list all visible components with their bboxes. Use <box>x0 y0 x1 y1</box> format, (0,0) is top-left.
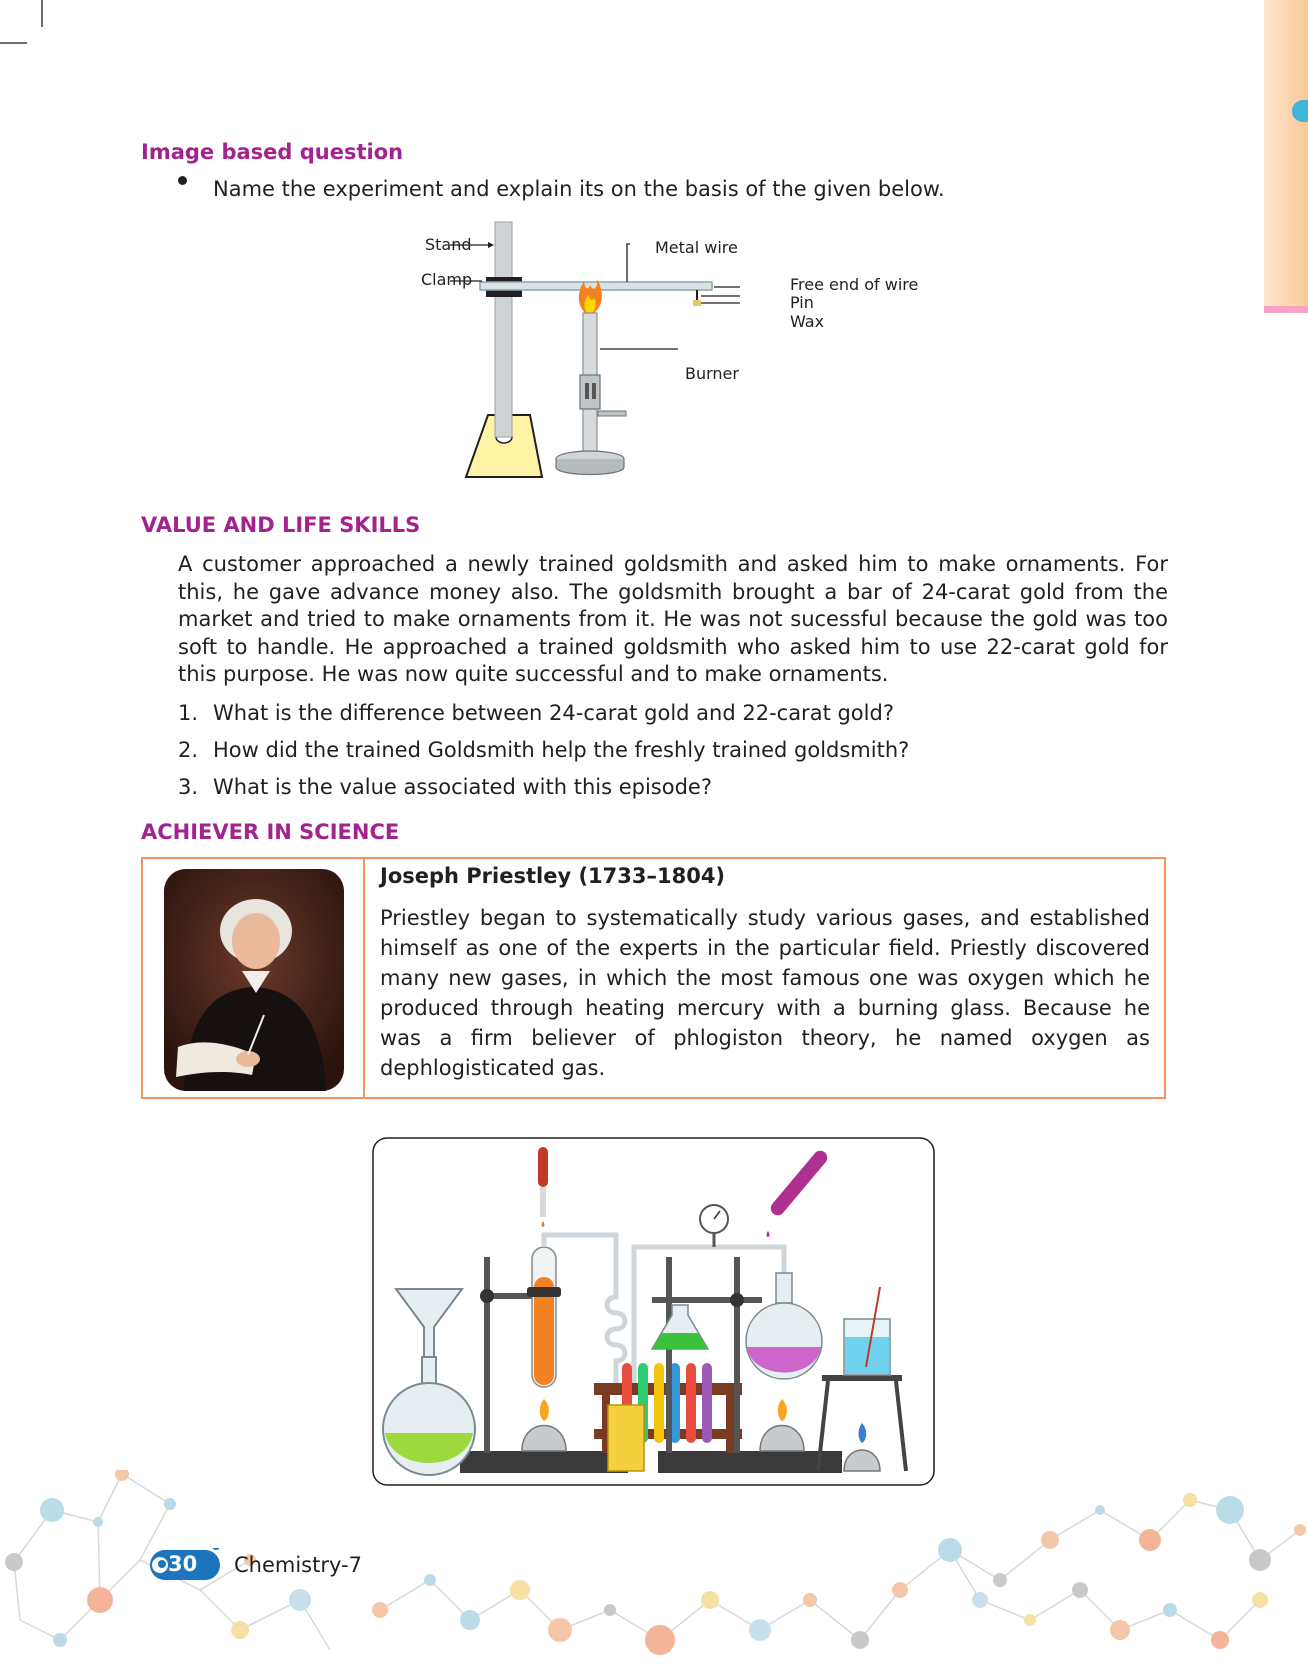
question-text: How did the trained Goldsmith help the freshly trained goldsmith? <box>213 738 910 762</box>
stand-rod <box>734 1257 740 1453</box>
page-number: 30 <box>168 1552 198 1576</box>
side-tab <box>1264 0 1308 306</box>
burner-base <box>556 459 624 475</box>
achiever-divider <box>363 859 365 1097</box>
achiever-heading: ACHIEVER IN SCIENCE <box>141 820 400 844</box>
tube-clamp <box>527 1287 561 1297</box>
stand-arm <box>652 1297 762 1303</box>
label-burner: Burner <box>685 364 739 383</box>
book-title: Chemistry-7 <box>234 1553 362 1577</box>
question-number: 1. <box>178 701 199 725</box>
label-clamp: Clamp <box>421 270 473 289</box>
bullet-icon <box>178 176 187 185</box>
dropper-bulb <box>538 1147 548 1187</box>
air-hole <box>592 383 596 399</box>
clamp-bottom <box>486 290 522 297</box>
arrow-icon <box>488 242 494 248</box>
tube-yellow <box>654 1363 664 1443</box>
portrait-face <box>232 913 280 969</box>
side-tab-dot <box>1292 100 1308 122</box>
tube-purple <box>702 1363 712 1443</box>
image-question-heading: Image based question <box>141 140 404 164</box>
image-question-text: Name the experiment and explain its on the basis of the given below. <box>213 177 945 201</box>
tube-red <box>686 1363 696 1443</box>
clamp-knob <box>480 1289 494 1303</box>
label-pin: Pin <box>790 293 814 312</box>
air-hole <box>585 383 589 399</box>
portrait-image <box>164 869 344 1091</box>
label-wax: Wax <box>790 312 825 331</box>
label-metal-wire: Metal wire <box>655 238 738 257</box>
leader-line <box>627 244 630 282</box>
stand-rod <box>484 1257 490 1453</box>
achiever-bio: Priestley began to systematically study various gases, and established himself as one of the experts in the particular field. Priestly discovered many new gases, in which the most famous one was oxygen which he produced through heating mercury with a burning glass. Because he was a firm believer of phlogiston theory, he named oxygen as dephlogisticated gas. <box>380 906 1150 1080</box>
tripod-top <box>822 1375 902 1381</box>
lab-illustration <box>372 1137 935 1486</box>
crop-mark <box>0 42 27 44</box>
gas-inlet <box>598 411 626 416</box>
stand-rod <box>495 222 512 437</box>
badge-bubble <box>212 1548 220 1550</box>
achiever-name: Joseph Priestley (1733–1804) <box>380 864 726 888</box>
crop-mark <box>41 0 43 27</box>
label-stand: Stand <box>425 235 472 254</box>
dropper-tube <box>540 1187 546 1217</box>
burner-collar <box>580 375 600 409</box>
value-skills-heading: VALUE AND LIFE SKILLS <box>141 513 421 537</box>
beaker-yellow <box>608 1405 644 1471</box>
stand-rod <box>666 1257 672 1453</box>
side-tab-bar <box>1264 306 1308 313</box>
rack-leg <box>726 1383 734 1453</box>
question-number: 2. <box>178 738 199 762</box>
label-free-end: Free end of wire <box>790 275 919 294</box>
question-text: What is the difference between 24-carat gold and 22-carat gold? <box>213 701 894 725</box>
clamp-knob <box>730 1293 744 1307</box>
question-number: 3. <box>178 775 199 799</box>
wax <box>693 300 701 306</box>
question-text: What is the value associated with this episode? <box>213 775 712 799</box>
badge-swirl-inner <box>158 1560 166 1568</box>
value-skills-paragraph: A customer approached a newly trained goldsmith and asked him to make ornaments. For this, he gave advance money also. The goldsmith brought a bar of 24-carat gold from the market and tried to make ornaments from it. He was not sucessful because the gold was too soft to handle. He approached a trained goldsmith who asked him to use 22-carat gold for this purpose. He was now quite successful and to make ornaments. <box>178 552 1168 686</box>
flask-neck <box>776 1273 792 1303</box>
experiment-diagram <box>410 215 930 485</box>
